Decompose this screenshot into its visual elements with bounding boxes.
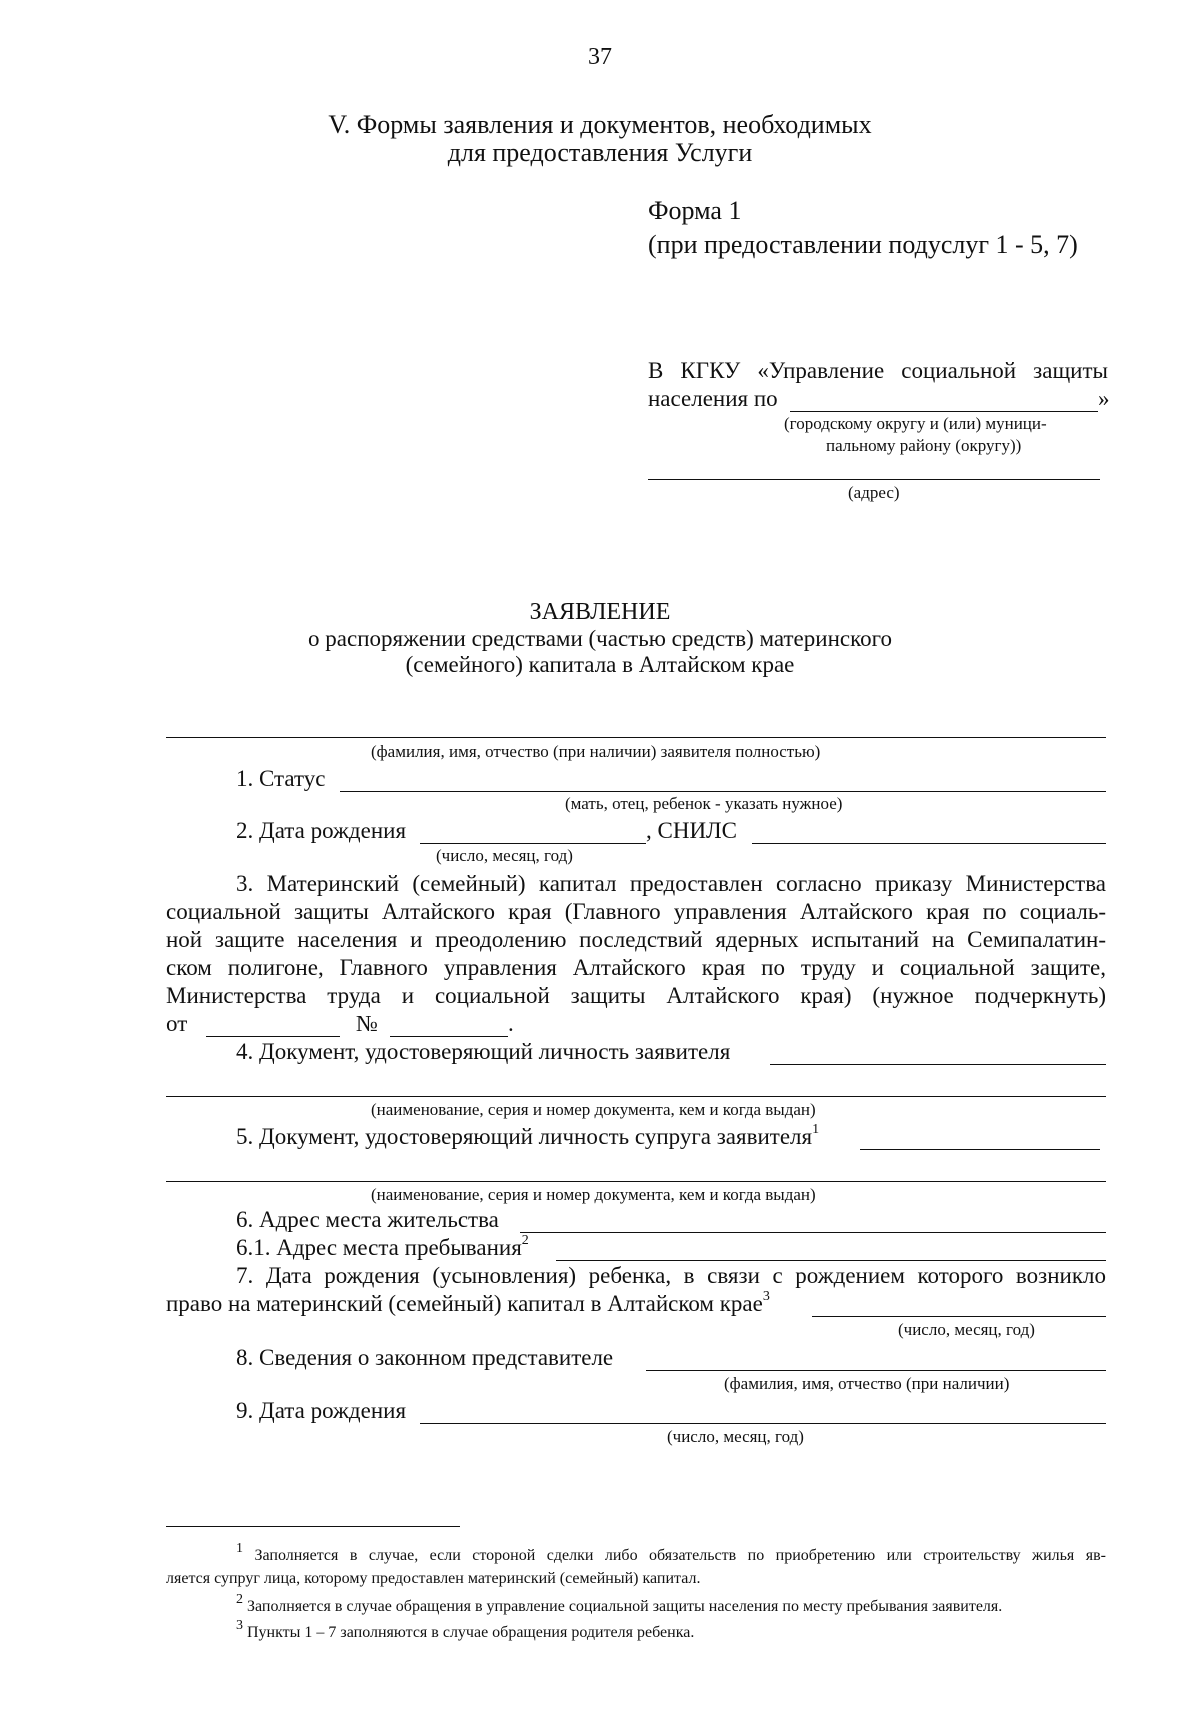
section-title-line2: для предоставления Услуги <box>447 138 753 167</box>
item6-label: 6. Адрес места жительства <box>236 1207 499 1232</box>
residence-address-field-line[interactable] <box>520 1232 1106 1233</box>
item3-from-label: от <box>166 1011 188 1036</box>
footnote-3: $^3$ Пункты 1 – 7 заполняются в случае обращения родителя ребенка. <box>236 1617 695 1641</box>
item1-hint: (мать, отец, ребенок - указать нужное) <box>565 794 843 813</box>
item7-hint: (число, месяц, год) <box>898 1320 1035 1339</box>
item3-line4: ском полигоне, Главного управления Алтайского края по труду и социальной защите, <box>166 955 1106 980</box>
item3-line3: ной защите населения и преодолению последствий ядерных испытаний на Семипалатин- <box>166 927 1106 952</box>
item2-hint: (число, месяц, год) <box>436 846 573 865</box>
item2-label: 2. Дата рождения <box>236 818 407 843</box>
section-title-line1: V. Формы заявления и документов, необходимых <box>328 110 872 139</box>
item3-number-sign: № <box>356 1011 378 1036</box>
addressee-line2-prefix: населения по <box>648 386 778 411</box>
item3-dot: . <box>508 1011 514 1036</box>
item5-label: 5. Документ, удостоверяющий личность супруга заявителя$^1$ <box>236 1122 820 1149</box>
footnote-2: $^2$ Заполняется в случае обращения в управление социальной защиты населения по месту пребывания заявителя. <box>236 1591 1003 1615</box>
item3-line1: 3. Материнский (семейный) капитал предоставлен согласно приказу Министерства <box>236 871 1106 896</box>
footnote-ref-1: 1 <box>812 1122 820 1138</box>
applicant-doc-field-line1[interactable] <box>770 1064 1106 1065</box>
representative-birthdate-field-line[interactable] <box>420 1423 1106 1424</box>
statement-subtitle-line2: (семейного) капитала в Алтайском крае <box>405 652 795 677</box>
applicant-name-hint: (фамилия, имя, отчество (при наличии) заявителя полностью) <box>371 742 821 761</box>
address-field-line[interactable] <box>648 479 1100 480</box>
item4-hint: (наименование, серия и номер документа, кем и когда выдан) <box>371 1100 816 1119</box>
snils-field-line[interactable] <box>752 843 1106 844</box>
child-birthdate-field-line[interactable] <box>812 1316 1106 1317</box>
form-note: (при предоставлении подуслуг 1 - 5, 7) <box>648 230 1078 259</box>
representative-field-line[interactable] <box>646 1370 1106 1371</box>
item3-line5: Министерства труда и социальной защиты Алтайского края) (нужное подчеркнуть) <box>166 983 1106 1008</box>
item2-snils-label: , СНИЛС <box>646 818 738 843</box>
footnote-ref-2: 2 <box>521 1233 529 1249</box>
item7-line1: 7. Дата рождения (усыновления) ребенка, в связи с рождением которого возникло <box>236 1263 1106 1288</box>
applicant-name-field-line[interactable] <box>166 737 1106 738</box>
item8-label: 8. Сведения о законном представителе <box>236 1345 614 1370</box>
item61-label: 6.1. Адрес места пребывания$^2$ <box>236 1233 529 1260</box>
order-number-field-line[interactable] <box>390 1036 508 1037</box>
form-label: Форма 1 <box>648 196 742 225</box>
municipality-hint-line1: (городскому округу и (или) муници- <box>784 414 1047 433</box>
footnote-1-line2: ляется супруг лица, которому предоставлен материнский (семейный) капитал. <box>166 1570 701 1587</box>
footnote-ref-3: 3 <box>762 1289 770 1305</box>
addressee-line1: В КГКУ «Управление социальной защиты <box>648 358 1108 383</box>
applicant-doc-field-line2[interactable] <box>166 1096 1106 1097</box>
item1-label: 1. Статус <box>236 766 326 791</box>
item4-label: 4. Документ, удостоверяющий личность заявителя <box>236 1039 731 1064</box>
status-field-line[interactable] <box>340 791 1106 792</box>
item8-hint: (фамилия, имя, отчество (при наличии) <box>724 1374 1010 1393</box>
footnote-separator <box>166 1526 460 1527</box>
item9-hint: (число, месяц, год) <box>667 1427 804 1446</box>
birthdate-field-line[interactable] <box>420 843 646 844</box>
spouse-doc-field-line2[interactable] <box>166 1181 1106 1182</box>
addressee-line2-suffix: » <box>1098 386 1110 411</box>
footnote-2-mark: 2 <box>236 1591 243 1607</box>
footnote-1-mark: 1 <box>236 1540 243 1556</box>
spouse-doc-field-line1[interactable] <box>860 1149 1100 1150</box>
item7-line2: право на материнский (семейный) капитал в Алтайском крае$^3$ <box>166 1289 770 1316</box>
statement-title: ЗАЯВЛЕНИЕ <box>529 599 671 625</box>
municipality-hint-line2: пальному району (округу)) <box>826 436 1022 455</box>
statement-subtitle-line1: о распоряжении средствами (частью средств) материнского <box>308 626 892 651</box>
municipality-field-line[interactable] <box>790 411 1098 412</box>
item3-line2: социальной защиты Алтайского края (Главного управления Алтайского края по социаль- <box>166 899 1106 924</box>
item5-hint: (наименование, серия и номер документа, кем и когда выдан) <box>371 1185 816 1204</box>
order-date-field-line[interactable] <box>206 1036 340 1037</box>
page-number: 37 <box>588 44 612 70</box>
stay-address-field-line[interactable] <box>556 1260 1106 1261</box>
footnote-1-line1: $^1$ Заполняется в случае, если стороной сделки либо обязательств по приобретению или строительству жилья яв- <box>236 1540 1107 1564</box>
address-hint: (адрес) <box>848 483 900 502</box>
item9-label: 9. Дата рождения <box>236 1398 407 1423</box>
footnote-3-mark: 3 <box>236 1617 243 1633</box>
